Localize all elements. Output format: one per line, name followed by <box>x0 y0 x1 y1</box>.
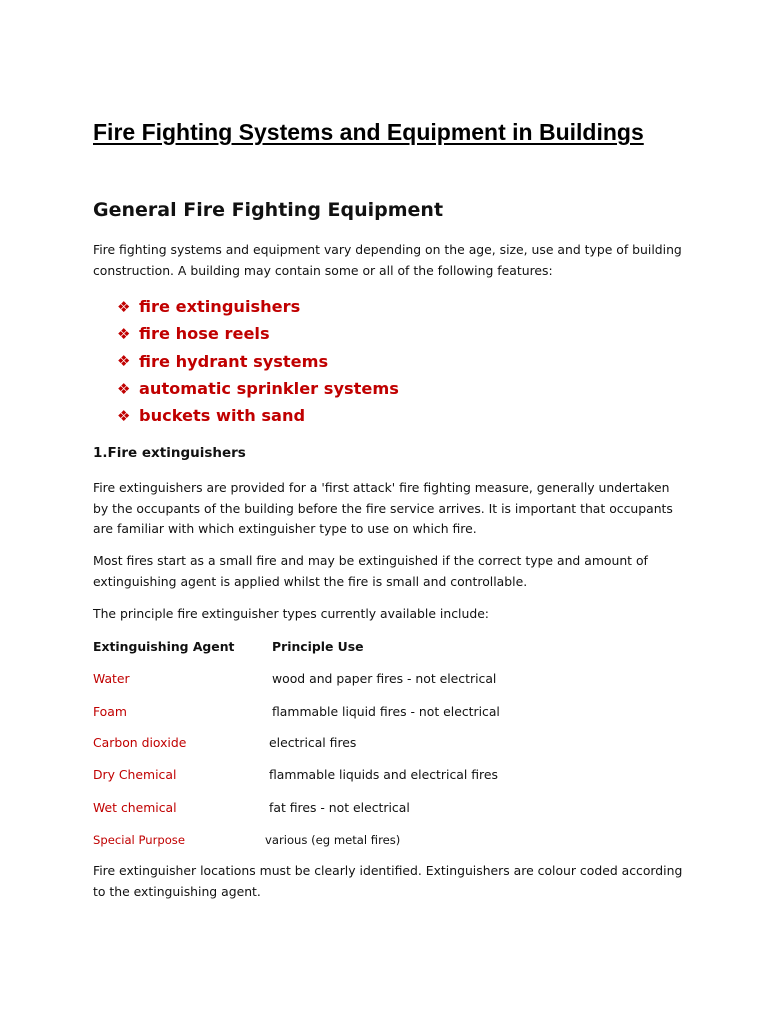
section-heading: General Fire Fighting Equipment <box>93 199 444 221</box>
paragraph-first-attack: Fire extinguishers are provided for a 'first attack' fire fighting measure, generally undertaken by the occupants of the building before the fire service arrives. It is important that occupants are familiar with which extinguisher type to use on which fire. <box>93 480 673 536</box>
subheading-fire-extinguishers: 1.Fire extinguishers <box>93 445 246 461</box>
agent-use: various (eg metal fires) <box>265 833 401 847</box>
agent-name: Water <box>93 671 130 686</box>
agent-use: flammable liquids and electrical fires <box>269 767 498 782</box>
table-row <box>93 765 653 785</box>
agent-name: Carbon dioxide <box>93 735 187 750</box>
list-item <box>117 320 399 347</box>
intro-paragraph: Fire fighting systems and equipment vary depending on the age, size, use and type of building construction. A building may contain some or all of the following features: <box>93 242 682 278</box>
agent-name: Wet chemical <box>93 800 177 815</box>
list-item <box>117 402 399 429</box>
feature-label: automatic sprinkler systems <box>139 379 399 399</box>
agent-name: Dry Chemical <box>93 767 177 782</box>
agent-use: fat fires - not electrical <box>269 800 410 815</box>
diamond-bullet-icon: ❖ <box>117 406 131 425</box>
table-row <box>93 669 653 689</box>
agent-use: flammable liquid fires - not electrical <box>272 704 500 719</box>
agent-name: Special Purpose <box>93 833 185 847</box>
paragraph-small-fires: Most fires start as a small fire and may be extinguished if the correct type and amount of extinguishing agent is applied whilst the fire is small and controllable. <box>93 553 648 589</box>
agent-name: Foam <box>93 704 127 719</box>
feature-label: fire extinguishers <box>139 297 301 317</box>
diamond-bullet-icon: ❖ <box>117 297 131 316</box>
list-item <box>117 375 399 402</box>
table-row <box>93 702 653 722</box>
agent-use: wood and paper fires - not electrical <box>272 671 497 686</box>
agent-use: electrical fires <box>269 735 357 750</box>
table-row <box>93 830 653 850</box>
document-title: Fire Fighting Systems and Equipment in Buildings <box>93 119 644 145</box>
diamond-bullet-icon: ❖ <box>117 352 131 371</box>
feature-label: fire hydrant systems <box>139 351 329 371</box>
table-row <box>93 733 653 753</box>
header-use: Principle Use <box>272 639 364 654</box>
diamond-bullet-icon: ❖ <box>117 324 131 343</box>
header-agent: Extinguishing Agent <box>93 639 235 654</box>
table-header-row <box>93 637 653 657</box>
table-row <box>93 798 653 818</box>
feature-label: fire hose reels <box>139 324 270 344</box>
diamond-bullet-icon: ❖ <box>117 379 131 398</box>
paragraph-types-intro: The principle fire extinguisher types currently available include: <box>93 606 489 621</box>
list-item <box>117 293 399 320</box>
paragraph-locations: Fire extinguisher locations must be clearly identified. Extinguishers are colour coded according to the extinguishing agent. <box>93 863 683 899</box>
list-item <box>117 348 399 375</box>
feature-label: buckets with sand <box>139 406 306 426</box>
feature-list <box>117 293 399 429</box>
